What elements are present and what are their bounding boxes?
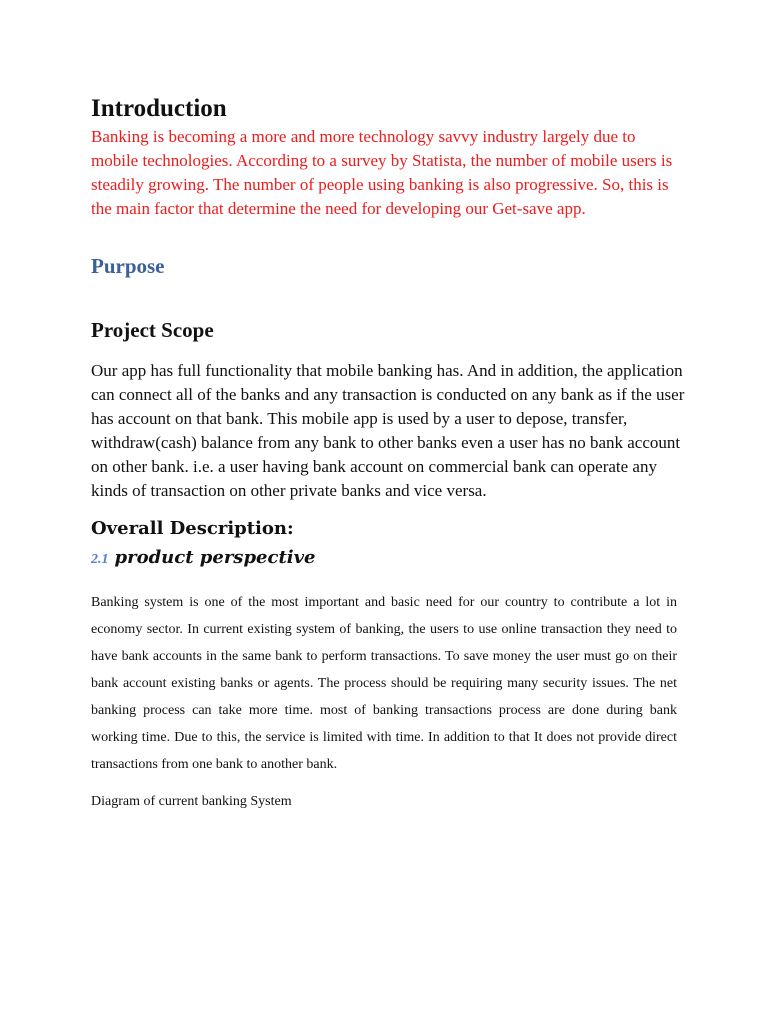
section-title: product perspective [114, 547, 316, 568]
product-perspective-paragraph: Banking system is one of the most important and basic need for our country to contribute a lot in economy sector. In current existing system of banking, the users to use online transaction they need to have bank accounts in the same bank to perform transactions. To save money the user must go on their bank account existing banks or agents. The process should be requiring many security issues. The net banking process can take more time. most of banking transactions process are done during bank working time. Due to this, the service is limited with time. In addition to that It does not provide direct transactions from one bank to another bank. [91, 595, 677, 772]
section-number: 2.1 [91, 552, 109, 567]
project-scope-heading: Project Scope [91, 318, 214, 342]
diagram-caption: Diagram of current banking System [91, 794, 292, 809]
project-scope-paragraph: Our app has full functionality that mobile banking has. And in addition, the application can connect all of the banks and any transaction is conducted on any bank as if the user has account on that bank. This mobile app is used by a user to depose, transfer, withdraw(cash) balance from any bank to other banks even a user has no bank account on other bank. i.e. a user having bank account on commercial bank can operate any kinds of transaction on other private banks and vice versa. [91, 361, 685, 500]
introduction-heading: Introduction [91, 95, 227, 122]
purpose-heading: Purpose [91, 254, 165, 278]
product-perspective-heading [91, 544, 691, 574]
overall-description-heading: Overall Description: [91, 518, 294, 539]
introduction-paragraph: Banking is becoming a more and more technology savvy industry largely due to mobile technologies. According to a survey by Statista, the number of mobile users is steadily growing. The number of people using banking is also progressive. So, this is the main factor that determine the need for developing our Get-save app. [91, 127, 673, 218]
